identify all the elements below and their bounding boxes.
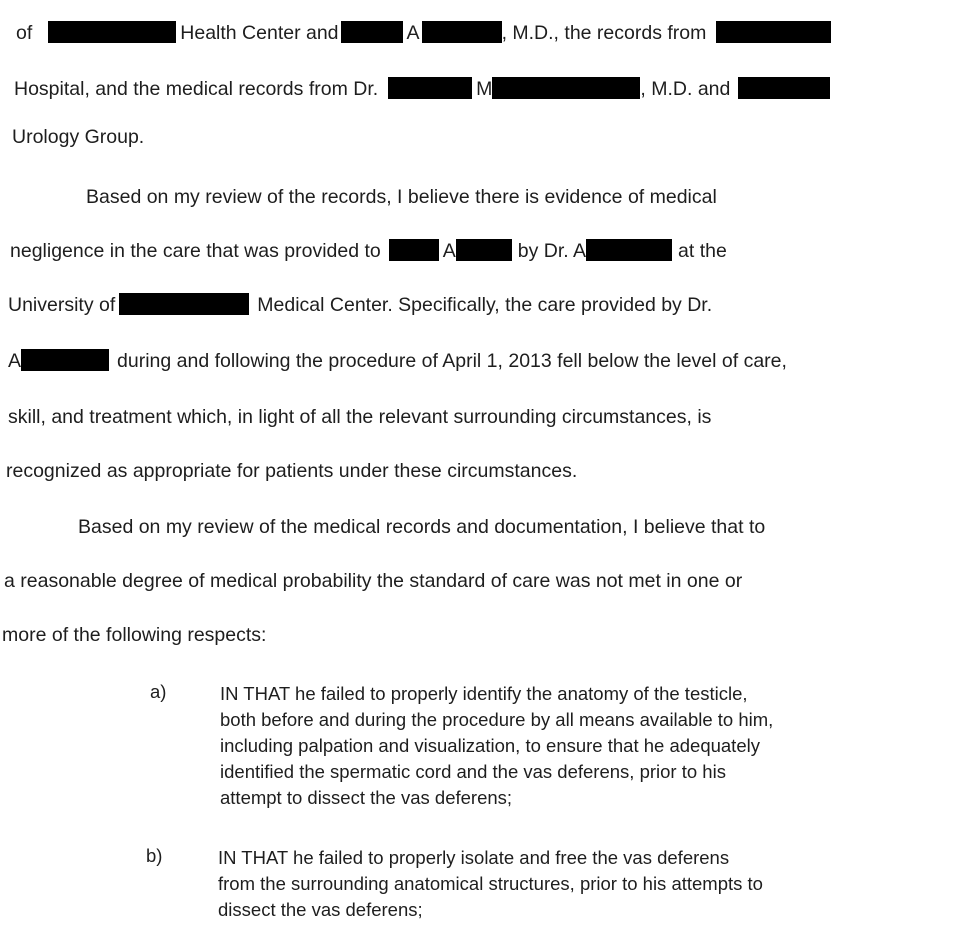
p3-line-3 (2, 622, 266, 648)
list-line: dissect the vas deferens; (218, 899, 423, 920)
text: A (442, 240, 456, 262)
text: , M.D., the records from (501, 22, 707, 44)
text: A (8, 350, 22, 372)
list-line: attempt to dissect the vas deferens; (220, 787, 513, 808)
redaction-box (586, 239, 672, 261)
redaction-box (388, 77, 472, 99)
p1-line-1 (16, 20, 831, 46)
redaction-box (389, 239, 439, 261)
text: Urology Group. (12, 126, 145, 148)
list-line: both before and during the procedure by all means available to him, (220, 709, 774, 730)
text: of (16, 22, 33, 44)
text: , M.D. and (640, 78, 731, 100)
redaction-box (119, 293, 249, 315)
redaction-box (422, 21, 502, 43)
text: M (476, 78, 493, 100)
text: Based on my review of the records, I believe there is evidence of medical (86, 186, 717, 208)
list-line: IN THAT he failed to properly identify the anatomy of the testicle, (220, 683, 748, 704)
p1-line-3 (12, 124, 144, 150)
text: during and following the procedure of April 1, 2013 fell below the level of care, (117, 350, 787, 372)
text: Based on my review of the medical records and documentation, I believe that to (78, 516, 766, 538)
p2-line-5 (8, 404, 711, 430)
p3-line-1 (78, 514, 765, 540)
redaction-box (341, 21, 403, 43)
redaction-box (456, 239, 512, 261)
text: by Dr. A (517, 240, 587, 262)
text: negligence in the care that was provided to (10, 240, 381, 262)
p2-line-3 (8, 292, 712, 318)
p2-line-6 (6, 458, 577, 484)
text: A (406, 22, 420, 44)
p2-line-2 (10, 238, 727, 264)
redaction-box (48, 21, 176, 43)
text: at the (678, 240, 727, 262)
text: a reasonable degree of medical probability the standard of care was not met in one or (4, 570, 743, 592)
text: Medical Center. Specifically, the care provided by Dr. (257, 294, 713, 316)
text: University of (8, 294, 116, 316)
list-line: IN THAT he failed to properly isolate and free the vas deferens (218, 847, 730, 868)
p1-line-2 (14, 76, 830, 102)
redaction-box (738, 77, 830, 99)
text: Health Center and (180, 22, 339, 44)
list-marker: a) (150, 681, 167, 702)
text: recognized as appropriate for patients under these circumstances. (6, 460, 578, 482)
p3-line-2 (4, 568, 742, 594)
redaction-box (492, 77, 640, 99)
text: more of the following respects: (2, 624, 267, 646)
text: Hospital, and the medical records from Dr. (14, 78, 379, 100)
redaction-box (21, 349, 109, 371)
text: skill, and treatment which, in light of all the relevant surrounding circumstances, is (8, 406, 712, 428)
list-marker: b) (146, 845, 163, 866)
redaction-box (716, 21, 831, 43)
p2-line-1 (86, 184, 717, 210)
p2-line-4 (8, 348, 787, 374)
list-line: including palpation and visualization, to ensure that he adequately (220, 735, 760, 756)
list-line: identified the spermatic cord and the vas deferens, prior to his (220, 761, 726, 782)
list-line: from the surrounding anatomical structures, prior to his attempts to (218, 873, 763, 894)
